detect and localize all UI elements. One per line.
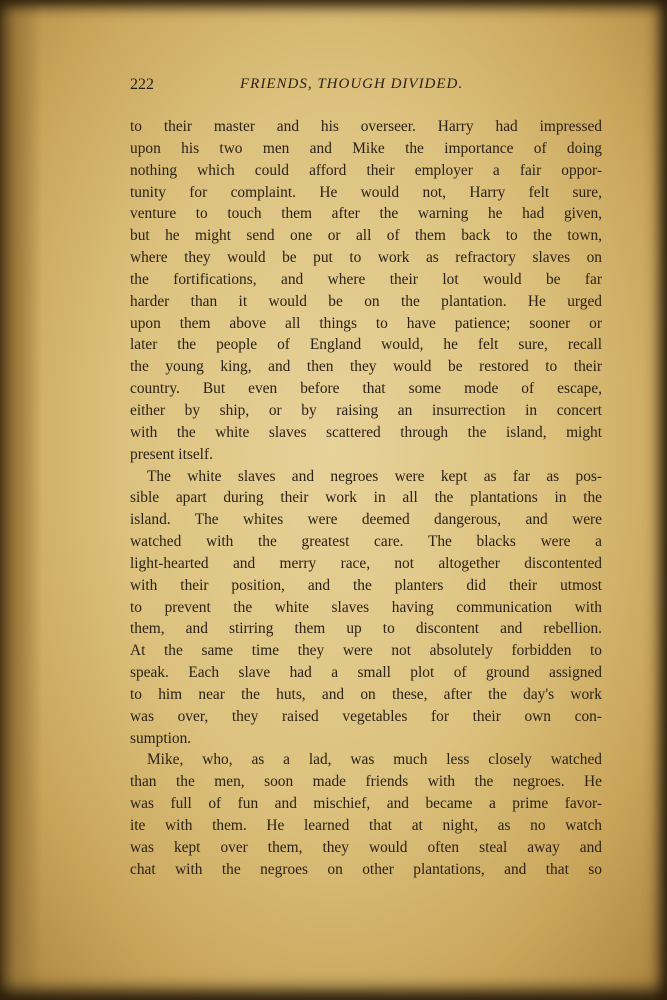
text-line: The white slaves and negroes were kept as far as pos- (147, 467, 602, 485)
paragraph-3 (130, 749, 602, 880)
text-line: speak. Each slave had a small plot of ground assigned (130, 664, 602, 682)
text-line: later the people of England would, he felt sure, recall (130, 336, 602, 354)
paragraph-2 (130, 466, 602, 750)
text-line: with the white slaves scattered through the island, might (130, 423, 602, 441)
text-line: harder than it would be on the plantation. He urged (130, 292, 602, 310)
page-number: 222 (130, 76, 154, 93)
text-line: sumption. (130, 729, 192, 747)
text-line: to him near the huts, and on these, after the day's work (130, 685, 602, 703)
text-line: than the men, soon made friends with the negroes. He (130, 773, 602, 791)
text-line: to their master and his overseer. Harry had impressed (130, 118, 602, 135)
text-line: tunity for complaint. He would not, Harry felt sure, (130, 183, 602, 201)
text-line: was full of fun and mischief, and became a prime favor- (130, 795, 602, 813)
text-line: the fortifications, and where their lot would be far (130, 270, 602, 288)
text-line: country. But even before that some mode of escape, (130, 380, 602, 398)
body-text (130, 116, 602, 881)
text-line: island. The whites were deemed dangerous, and were (130, 511, 602, 529)
text-line: sible apart during their work in all the plantations in the (130, 489, 602, 507)
text-line: the young king, and then they would be restored to their (130, 358, 602, 376)
text-line: with their position, and the planters did their utmost (130, 576, 602, 594)
text-line: Mike, who, as a lad, was much less closely watched (147, 751, 602, 769)
text-line: watched with the greatest care. The blacks were a (130, 533, 602, 551)
text-line: where they would be put to work as refractory slaves on (130, 249, 602, 267)
text-line: At the same time they were not absolutely forbidden to (130, 642, 602, 660)
text-line: ite with them. He learned that at night, as no watch (130, 817, 602, 834)
text-line: either by ship, or by raising an insurrection in concert (130, 401, 602, 419)
page-header (130, 76, 600, 98)
text-line: venture to touch them after the warning he had given, (130, 205, 602, 223)
text-line: chat with the negroes on other plantations, and that so (130, 860, 602, 878)
text-line: them, and stirring them up to discontent and rebellion. (130, 620, 602, 638)
text-line: upon them above all things to have patience; sooner or (130, 314, 602, 332)
text-line: to prevent the white slaves having communication with (130, 598, 602, 616)
text-line: was over, they raised vegetables for their own con- (130, 707, 602, 725)
text-line: present itself. (130, 445, 213, 463)
text-line: but he might send one or all of them back to the town, (130, 227, 602, 245)
paragraph-1 (130, 116, 602, 466)
text-line: was kept over them, they would often steal away and (130, 838, 602, 856)
text-line: nothing which could afford their employer a fair oppor- (130, 161, 602, 179)
text-line: upon his two men and Mike the importance of doing (130, 139, 602, 157)
text-line: light-hearted and merry race, not altogether discontented (130, 554, 602, 572)
running-head: FRIENDS, THOUGH DIVIDED. (240, 76, 464, 92)
